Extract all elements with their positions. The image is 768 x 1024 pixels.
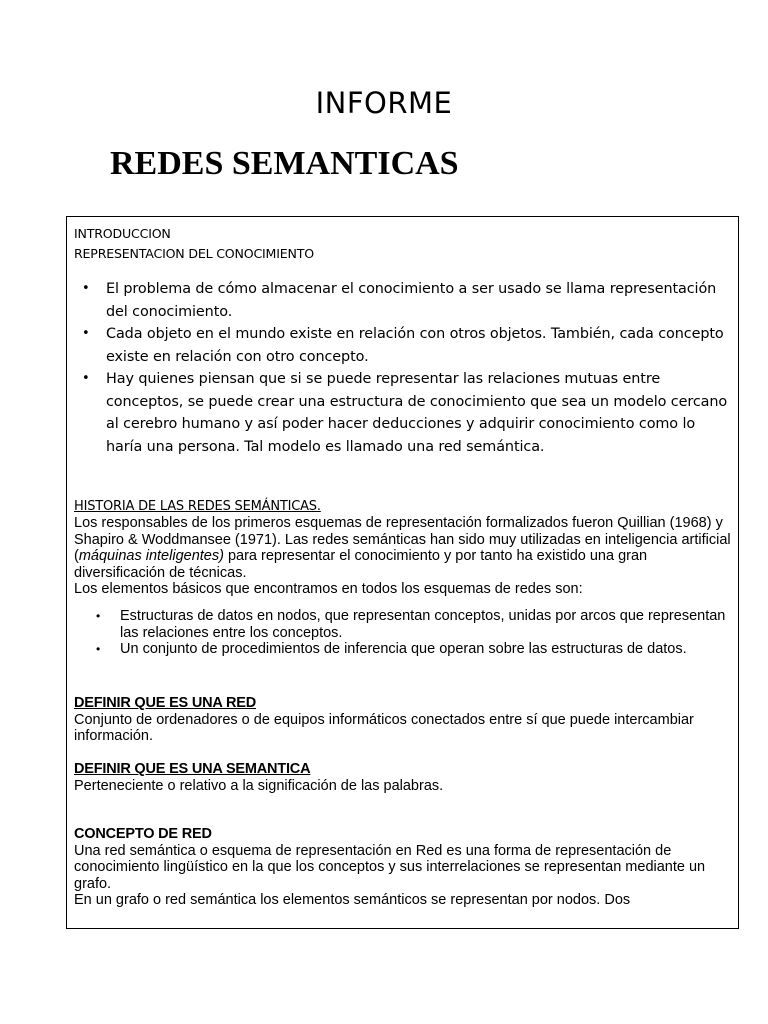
intro-bullet-list	[74, 278, 732, 458]
list-item: • Cada objeto en el mundo existe en relación con otros objetos. También, cada concepto existe en relación con otro concepto.	[106, 323, 732, 368]
concepto-paragraph-1: Una red semántica o esquema de representación en Red es una forma de representación de conocimiento lingüístico en la que los conceptos y sus interrelaciones se representan mediante un grafo.	[74, 842, 706, 892]
semantica-definition: Perteneciente o relativo a la significación de las palabras.	[74, 777, 444, 794]
concepto-paragraph-2: En un grafo o red semántica los elementos semánticos se representan por nodos. Dos	[74, 892, 631, 909]
historia-paragraph	[74, 515, 732, 581]
intro-heading: INTRODUCCION	[74, 226, 171, 241]
list-item: • Estructuras de datos en nodos, que representan conceptos, unidas por arcos que representan las relaciones entre los conceptos.	[120, 608, 732, 641]
historia-paragraph-2: Los elementos básicos que encontramos en todos los esquemas de redes son:	[74, 581, 583, 598]
semantica-heading: DEFINIR QUE ES UNA SEMANTICA	[74, 760, 311, 777]
historia-heading: HISTORIA DE LAS REDES SEMÁNTICAS.	[74, 499, 321, 514]
list-item: • Hay quienes piensan que si se puede representar las relaciones mutuas entre conceptos, se puede crear una estructura de conocimiento que sea un modelo cercano al cerebro humano y así poder hacer deducciones y adquirir conocimiento como lo haría una persona. Tal modelo es llamado una red semántica.	[106, 368, 732, 458]
red-heading: DEFINIR QUE ES UNA RED	[74, 694, 256, 711]
historia-bullet-list	[74, 608, 732, 658]
historia-text-italic: máquinas inteligentes)	[78, 548, 224, 565]
document-title: INFORME	[315, 86, 453, 120]
intro-subheading: REPRESENTACION DEL CONOCIMIENTO	[74, 246, 314, 261]
historia-text-start: Los responsables de los primeros esquemas de representación formalizados fueron Quillian (1968) y Shapiro & Woddmansee (1971). Las redes semánticas han sido muy utilizadas en inteligencia artificial (	[74, 515, 731, 565]
historia-text-end: para representar el conocimiento y por tanto ha existido una gran diversificación de técnicas.	[74, 548, 648, 581]
concepto-heading: CONCEPTO DE RED	[74, 825, 212, 842]
red-definition: Conjunto de ordenadores o de equipos informáticos conectados entre sí que puede intercambiar información.	[74, 711, 694, 745]
list-item: • Un conjunto de procedimientos de inferencia que operan sobre las estructuras de datos.	[120, 641, 732, 658]
list-item: • El problema de cómo almacenar el conocimiento a ser usado se llama representación del conocimiento.	[106, 278, 732, 323]
document-subtitle: REDES SEMANTICAS	[110, 145, 459, 182]
content-box	[66, 216, 739, 929]
